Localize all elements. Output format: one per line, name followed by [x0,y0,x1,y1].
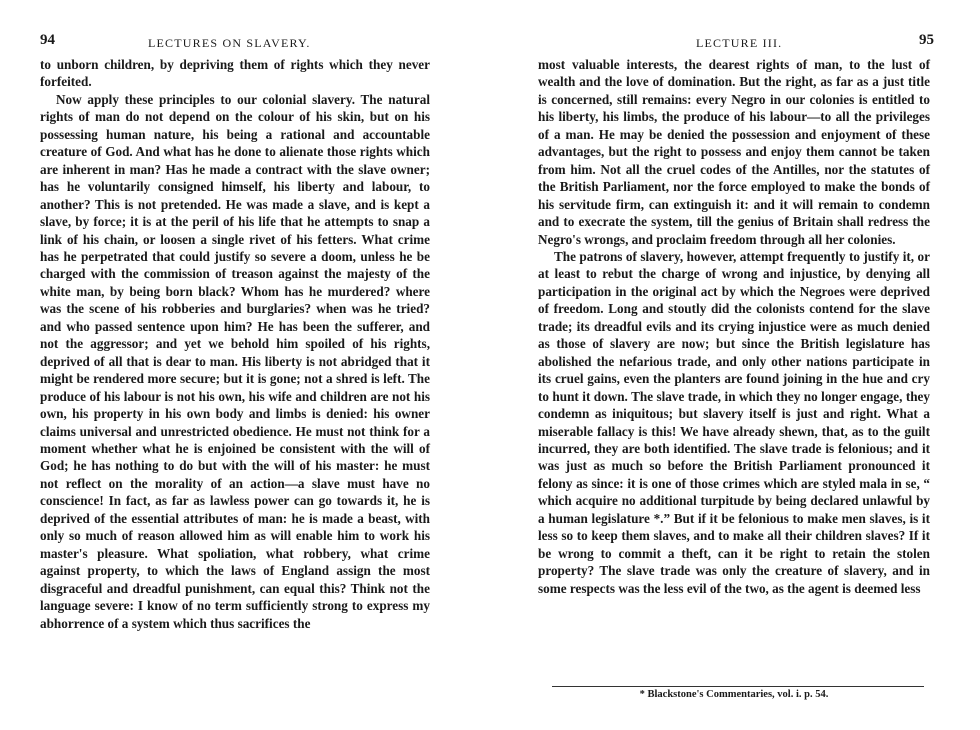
left-page-number: 94 [40,32,55,48]
footnote-rule [552,686,924,687]
left-page-body [40,56,430,632]
right-running-head: LECTURE III. [696,36,783,50]
footnote: * Blackstone's Commentaries, vol. i. p. 54. [639,689,829,700]
paragraph: Now apply these principles to our colonial slavery. The natural rights of man do not depend on the colour of his skin, but on his possessing human nature, his being a rational and accountable creature of God. And what has he done to alienate those rights which are inherent in man? Has he made a contract with the slave owner; has he voluntarily consigned himself, his liberty and labour, to another? This is not pretended. He was made a slave, and is kept a slave, by force; it is at the peril of his life that he attempts to snap a link of his chain, or loosen a single rivet of his fetters. What crime has he perpetrated that could justify so severe a doom, unless he be charged with the commission of treason against the majesty of the white man, by being born black? Whom has he murdered? where was the scene of his robberies and burglaries? when was he tried? and who passed sentence upon him? He has been the sufferer, and not the aggressor; and yet we behold him spoiled of his rights, deprived of all that is dear to man. His liberty is not abridged that it might be rendered more secure; but it is gone; not a shred is left. The produce of his labour is not his own, his wife and children are not his own, his property in his own body and limbs is denied: his owner claims universal and unrestricted obedience. He must not think for a moment whether what he is enjoined be consistent with the will of God; he has nothing to do but with the will of his master: he must not reflect on the morality of an action—a slave must have no conscience! In fact, as far as lawless power can go towards it, he is deprived of the essential attributes of man: he is made a beast, with only so much of reason allowed him as will enable him to work his master's pleasure. What spoliation, what robbery, what crime against property, to which the laws of England assign the most disgraceful and dreadful punishment, can equal this? Think not the language severe: I know of no term sufficiently strong to express my abhorrence of a system which thus sacrifices the [40,91,430,631]
paragraph: to unborn children, by depriving them of rights which they never forfeited. [40,57,430,90]
right-page-body [538,56,930,597]
paragraph: most valuable interests, the dearest rights of man, to the lust of wealth and the love of domination. But the right, as far as a just title is concerned, still remains: every Negro in our colonies is entitled to his liberty, his limbs, the produce of his labour—to all the privileges of a man. He may be denied the possession and enjoyment of these advantages, but the right to possess and enjoy them cannot be taken from him. Not all the cruel codes of the Antilles, nor the statutes of the British Parliament, nor the force employed to make the bonds of his servitude firm, can extinguish it: and it will remain to condemn and to execrate the system, till the genius of Britain shall redress the Negro's wrongs, and proclaim freedom through all her colonies. [538,57,930,247]
right-page-number: 95 [919,32,934,48]
paragraph: The patrons of slavery, however, attempt frequently to justify it, or at least to rebut the charge of wrong and injustice, by denying all participation in the original act by which the Negroes were deprived of freedom. Long and stoutly did the colonists contend for the slave trade; its dreadful evils and its crying injustice were as much denied as those of slavery are now; but since the British legislature has abolished the nefarious trade, and only other nations participate in its cruel gains, even the planters are found joining in the hue and cry to hunt it down. The slave trade, in which they no longer engage, they condemn as iniquitous; but slavery itself is just and right. What a miserable fallacy is this! We have already shewn, that, as to the guilt incurred, they are both identified. The slave trade is felonious; and it was just as much so before the British Parliament pronounced it felony as since: it is one of those crimes which are styled mala in se, “ which acquire no additional turpitude by being declared unlawful by a human legislature *.” But if it be felonious to make men slaves, is it less so to keep them slaves, and to make all their children slaves? If it be wrong to commit a theft, can it be right to retain the stolen property? The slave trade was only the creature of slavery, and in some respects was the less evil of the two, as the agent is deemed less [538,248,930,596]
right-page [490,0,980,730]
left-page-header [40,34,440,54]
right-page-header [538,34,934,54]
left-running-head: LECTURES ON SLAVERY. [148,36,311,50]
